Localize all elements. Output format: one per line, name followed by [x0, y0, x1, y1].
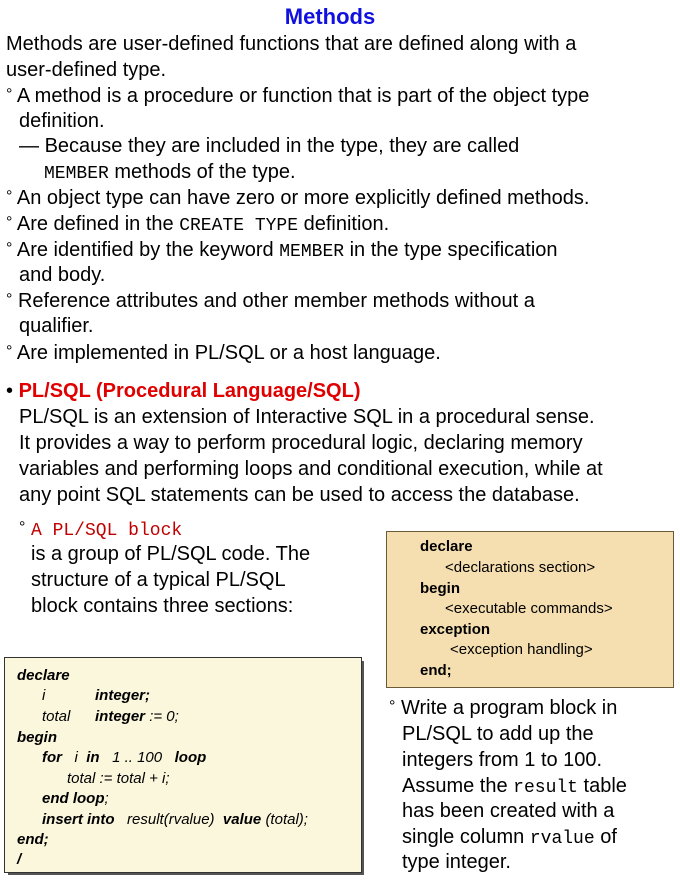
intro-line-2: user-defined type. — [6, 59, 167, 81]
exercise-line-6 — [402, 825, 617, 852]
exercise-rvalue-code: rvalue — [529, 829, 595, 849]
code-loop-kw: loop — [174, 749, 207, 766]
bullet-4 — [6, 238, 558, 265]
code-value-arg: (total); — [265, 811, 308, 828]
code-end: end; — [17, 831, 49, 848]
code-for-line — [42, 748, 206, 768]
exercise-line-4-post: table — [577, 775, 627, 797]
structure-declare: declare — [420, 538, 473, 555]
exercise-line-4 — [402, 774, 627, 801]
bullet-6 — [6, 341, 441, 367]
code-range: 1 .. 100 — [112, 749, 163, 766]
code-for-kw: for — [42, 749, 62, 766]
code-assign: total := total + i; — [67, 770, 170, 787]
code-init-total: := 0; — [149, 708, 179, 725]
dash-item-text: Because they are included in the type, they are called — [44, 135, 520, 157]
plsql-heading-row — [6, 379, 360, 404]
bullet-2 — [6, 186, 589, 212]
intro-line-1: Methods are user-defined functions that are defined along with a — [6, 33, 577, 55]
bullet-3-pre: Are defined in the — [16, 213, 180, 235]
block-line-2: structure of a typical PL/SQL — [31, 569, 286, 591]
block-line-1: is a group of PL/SQL code. The — [31, 543, 311, 565]
block-structure-box — [386, 531, 674, 688]
exercise-line-1: Write a program block in — [400, 697, 618, 719]
code-type-i: integer; — [95, 687, 151, 704]
code-value-kw: value — [222, 811, 262, 828]
structure-begin: begin — [420, 580, 460, 597]
code-for-i: i — [74, 749, 78, 766]
plsql-para-line-3: variables and performing loops and conditional execution, while at — [19, 458, 603, 480]
dash-icon: — — [19, 135, 39, 157]
structure-end: end; — [420, 662, 452, 679]
block-term-row — [19, 517, 182, 544]
ring-bullet-icon: ° — [6, 291, 13, 308]
ring-bullet-icon: ° — [6, 188, 13, 205]
code-end-loop: end loop — [42, 790, 105, 807]
code-insert-target: result(rvalue) — [127, 811, 215, 828]
bullet-3-code: CREATE TYPE — [179, 216, 299, 236]
code-end-loop-semi: ; — [104, 790, 109, 807]
bullet-5-line-2: qualifier. — [19, 315, 94, 337]
block-line-3: block contains three sections: — [31, 595, 294, 617]
page-title: Methods — [284, 4, 376, 29]
bullet-6-text: Are implemented in PL/SQL or a host language. — [16, 342, 441, 364]
structure-exception: exception — [420, 621, 491, 638]
code-begin: begin — [17, 729, 57, 746]
exercise-line-7: type integer. — [402, 851, 511, 873]
code-var-total: total — [42, 708, 71, 725]
exercise-line-5: has been created with a — [402, 800, 615, 822]
code-declare: declare — [17, 667, 70, 684]
dash-code: MEMBER — [44, 164, 109, 184]
exercise-line-6-pre: single column — [402, 826, 530, 848]
exercise-line-6-post: of — [594, 826, 617, 848]
plsql-para-line-2: It provides a way to perform procedural logic, declaring memory — [19, 432, 583, 454]
code-total-decl — [95, 707, 179, 727]
exercise-result-code: result — [513, 778, 578, 798]
code-box — [4, 657, 362, 873]
bullet-3 — [6, 212, 389, 239]
code-slash: / — [17, 851, 22, 868]
bullet-5-text: Reference attributes and other member methods without a — [17, 290, 535, 312]
exercise-line-1-row — [389, 696, 617, 722]
code-end-loop-line — [42, 789, 109, 809]
ring-bullet-icon: ° — [389, 698, 396, 715]
structure-executable: <executable commands> — [445, 600, 613, 617]
bullet-1 — [6, 84, 589, 110]
exercise-line-4-pre: Assume the — [402, 775, 514, 797]
ring-bullet-icon: ° — [6, 343, 13, 360]
code-insert-line — [42, 810, 308, 830]
bullet-1-text: A method is a procedure or function that is part of the object type — [16, 85, 590, 107]
bullet-4-line-2: and body. — [19, 264, 106, 286]
dash-item-line-2 — [44, 160, 296, 187]
bullet-1-line-2: definition. — [19, 110, 105, 132]
code-type-total: integer — [95, 708, 146, 725]
bullet-5 — [6, 289, 535, 315]
bullet-4-code: MEMBER — [279, 242, 345, 262]
exercise-line-3: integers from 1 to 100. — [402, 749, 603, 771]
bullet-4-pre: Are identified by the keyword — [16, 239, 280, 261]
structure-declarations: <declarations section> — [445, 559, 596, 576]
structure-handling: <exception handling> — [450, 641, 593, 658]
ring-bullet-icon: ° — [6, 86, 13, 103]
dash-item — [19, 134, 519, 159]
plsql-para-line-4: any point SQL statements can be used to access the database. — [19, 484, 580, 506]
bullet-3-post: definition. — [298, 213, 390, 235]
ring-bullet-icon: ° — [6, 240, 13, 257]
ring-bullet-icon: ° — [19, 519, 26, 536]
ring-bullet-icon: ° — [6, 214, 13, 231]
plsql-heading: PL/SQL (Procedural Language/SQL) — [18, 380, 361, 402]
dash-item-line-2-text: methods of the type. — [108, 161, 296, 183]
bullet-4-post: in the type specification — [344, 239, 558, 261]
code-in-kw: in — [86, 749, 100, 766]
bullet-2-text: An object type can have zero or more explicitly defined methods. — [16, 187, 590, 209]
code-var-i: i — [42, 687, 46, 704]
dot-bullet-icon: • — [6, 380, 14, 402]
plsql-para-line-1: PL/SQL is an extension of Interactive SQL in a procedural sense. — [19, 406, 595, 428]
code-insert-kw: insert into — [42, 811, 115, 828]
exercise-line-2: PL/SQL to add up the — [402, 723, 594, 745]
block-term: A PL/SQL block — [30, 521, 183, 541]
